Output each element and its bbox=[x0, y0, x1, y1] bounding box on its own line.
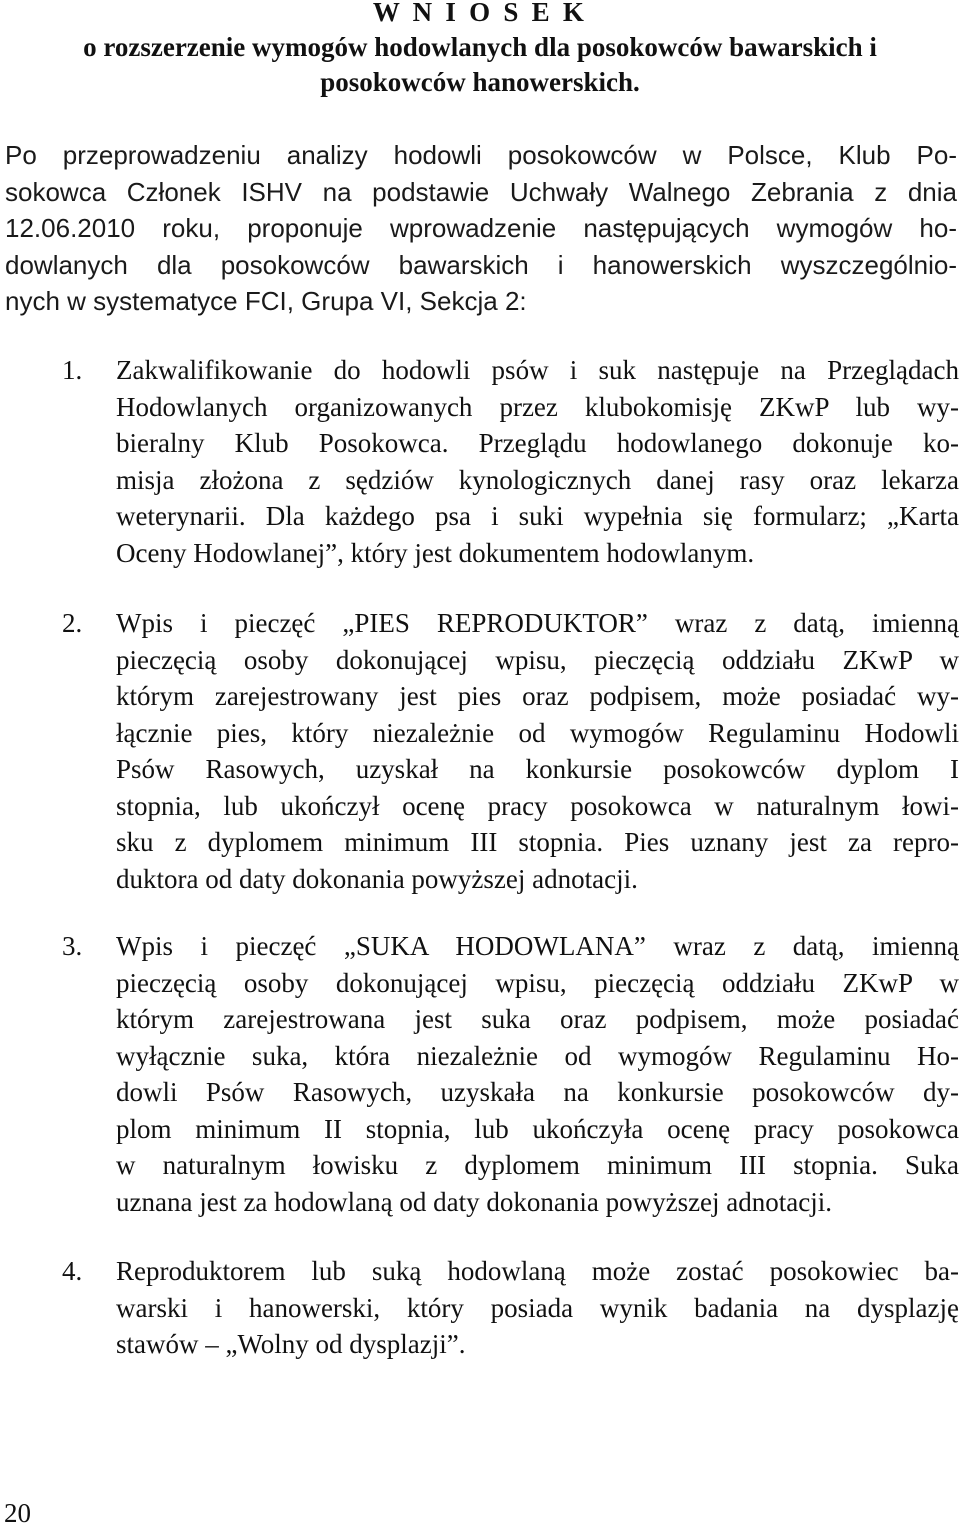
list-item-number: 4. bbox=[62, 1256, 83, 1286]
list-item-text bbox=[116, 605, 959, 897]
intro-line: dowlanych dla posokowców bawarskich i hanowerskich wyszczególnio- bbox=[5, 249, 957, 280]
text-line: sku z dyplomem minimum III stopnia. Pies uznany jest za repro- bbox=[116, 827, 959, 857]
list-item-number: 3. bbox=[62, 931, 83, 961]
list-item-number: 2. bbox=[62, 608, 83, 638]
list-item-1 bbox=[62, 352, 959, 571]
text-line: plom minimum II stopnia, lub ukończyła ocenę pracy posokowca bbox=[116, 1113, 959, 1144]
text-line: Psów Rasowych, uzyskał na konkursie posokowców dyplom I bbox=[116, 754, 959, 784]
title-subject-line-2: posokowców hanowerskich. bbox=[320, 67, 640, 97]
list-item-text bbox=[116, 352, 959, 571]
text-line: Hodowlanych organizowanych przez klubokomisję ZKwP lub wy- bbox=[116, 391, 959, 422]
text-line: Wpis i pieczęć „PIES REPRODUKTOR” wraz z datą, imienną bbox=[116, 608, 959, 638]
text-line: duktora od daty dokonania powyższej adnotacji. bbox=[116, 863, 638, 894]
text-line: którym zarejestrowana jest suka oraz podpisem, może posiadać bbox=[116, 1004, 959, 1034]
list-item-text bbox=[116, 1253, 959, 1363]
text-line: warski i hanowerski, który posiada wynik badania na dysplazję bbox=[116, 1292, 959, 1323]
intro-line: Po przeprowadzeniu analizy hodowli posokowców w Polsce, Klub Po- bbox=[5, 140, 957, 170]
text-line: weterynarii. Dla każdego psa i suki wypełnia się formularz; „Karta bbox=[116, 501, 959, 531]
text-line: uznana jest za hodowlaną od daty dokonania powyższej adnotacji. bbox=[116, 1186, 833, 1217]
text-line: bieralny Klub Posokowca. Przeglądu hodowlanego dokonuje ko- bbox=[116, 428, 959, 458]
list-item-3 bbox=[62, 928, 959, 1220]
text-line: dowli Psów Rasowych, uzyskała na konkursie posokowców dy- bbox=[116, 1077, 959, 1107]
intro-line: nych w systematyce FCI, Grupa VI, Sekcja 2: bbox=[5, 286, 527, 316]
list-item-number: 1. bbox=[62, 355, 83, 385]
text-line: stawów – „Wolny od dysplazji”. bbox=[116, 1329, 466, 1359]
document-title bbox=[0, 0, 960, 101]
text-line: Wpis i pieczęć „SUKA HODOWLANA” wraz z datą, imienną bbox=[116, 931, 959, 961]
list-item-2 bbox=[62, 605, 959, 897]
text-line: w naturalnym łowisku z dyplomem minimum III stopnia. Suka bbox=[116, 1150, 959, 1180]
title-subject-line-1: o rozszerzenie wymogów hodowlanych dla posokowców bawarskich i bbox=[83, 32, 877, 62]
text-line: którym zarejestrowany jest pies oraz podpisem, może posiadać wy- bbox=[116, 681, 959, 711]
title-heading: W N I O S E K bbox=[372, 0, 588, 27]
text-line: pieczęcią osoby dokonującej wpisu, pieczęcią oddziału ZKwP w bbox=[116, 967, 959, 998]
text-line: pieczęcią osoby dokonującej wpisu, pieczęcią oddziału ZKwP w bbox=[116, 644, 959, 675]
intro-paragraph bbox=[5, 137, 957, 320]
text-line: Zakwalifikowanie do hodowli psów i suk następuje na Przeglądach bbox=[116, 355, 959, 385]
page-number: 20 bbox=[4, 1498, 31, 1528]
text-line: łącznie pies, który niezależnie od wymogów Regulaminu Hodowli bbox=[116, 717, 959, 748]
text-line: Reproduktorem lub suką hodowlaną może zostać posokowiec ba- bbox=[116, 1256, 959, 1286]
intro-line: sokowca Członek ISHV na podstawie Uchwały Walnego Zebrania z dnia bbox=[5, 176, 957, 207]
text-line: stopnia, lub ukończył ocenę pracy posokowca w naturalnym łowi- bbox=[116, 790, 959, 821]
list-item-4 bbox=[62, 1253, 959, 1363]
intro-line: 12.06.2010 roku, proponuje wprowadzenie następujących wymogów ho- bbox=[5, 213, 957, 243]
text-line: wyłącznie suka, która niezależnie od wymogów Regulaminu Ho- bbox=[116, 1040, 959, 1071]
text-line: misja złożona z sędziów kynologicznych danej rasy oraz lekarza bbox=[116, 464, 959, 495]
text-line: Oceny Hodowlanej”, który jest dokumentem hodowlanym. bbox=[116, 537, 755, 568]
list-item-text bbox=[116, 928, 959, 1220]
